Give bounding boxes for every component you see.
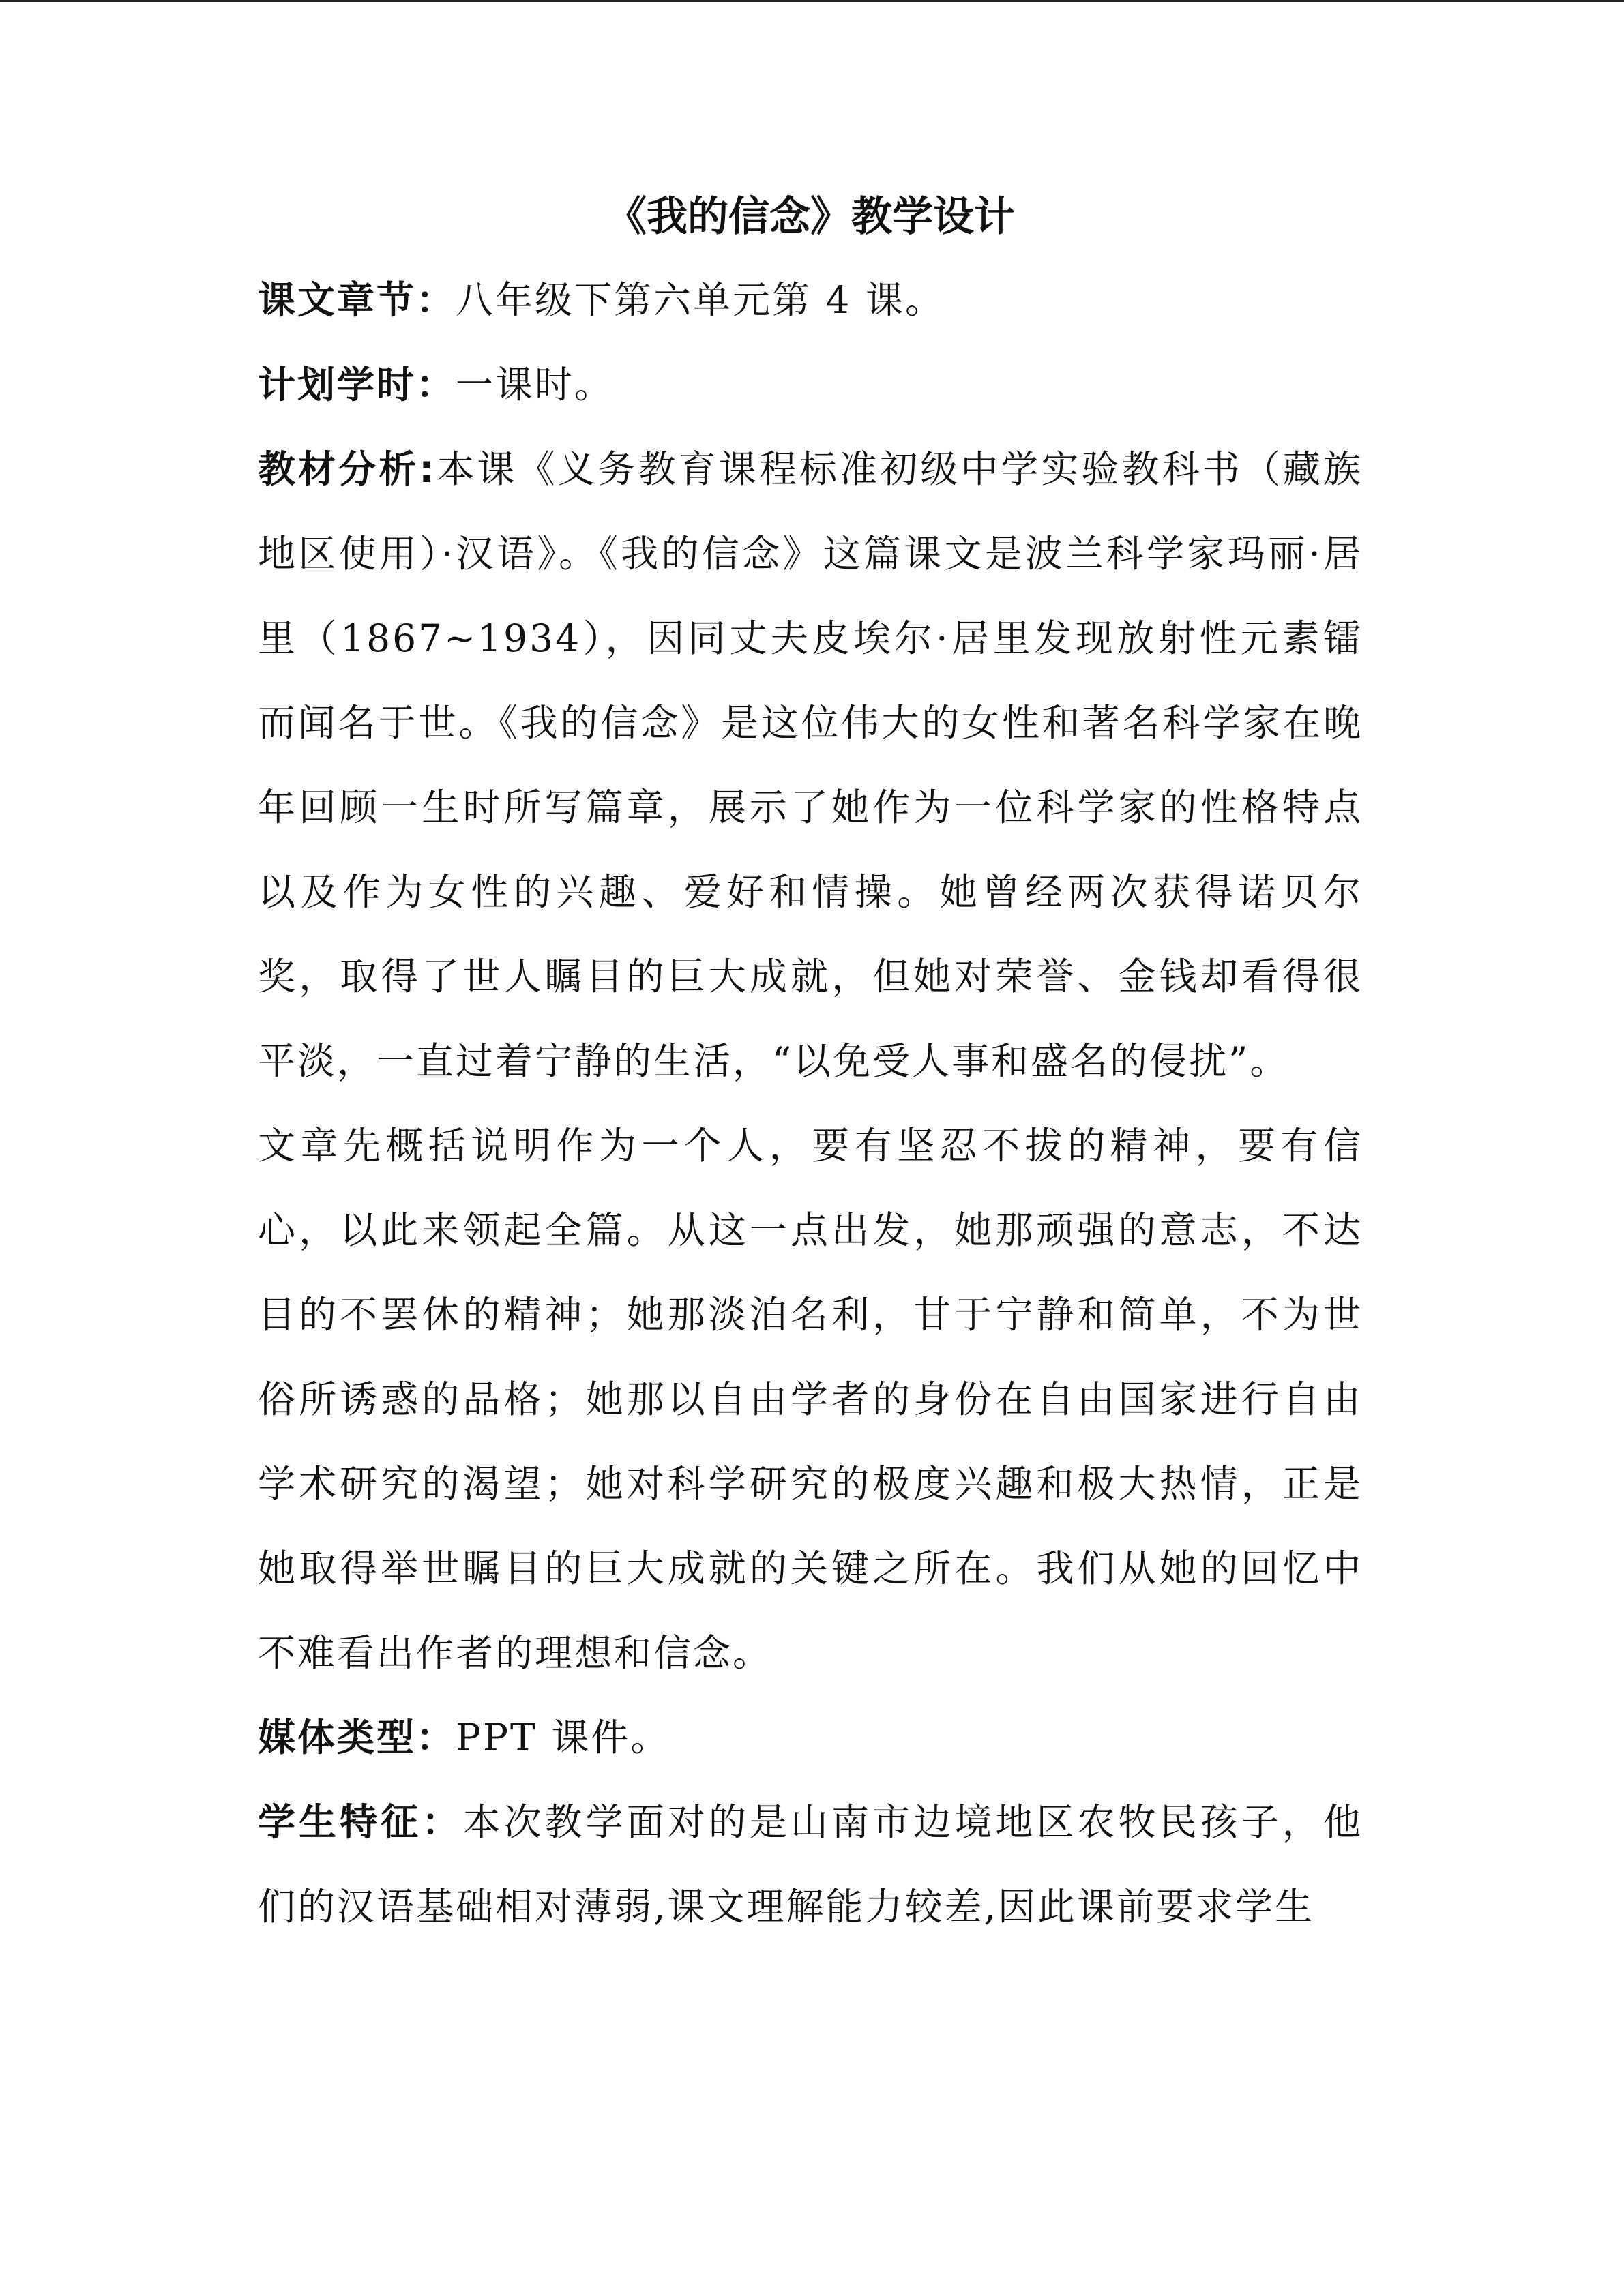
media-label: 媒体类型： bbox=[258, 1716, 456, 1759]
media-paragraph bbox=[258, 1695, 1363, 1780]
analysis-text: 本课《义务教育课程标准初级中学实验教科书（藏族地区使用）·汉语》。《我的信念》这篇课文是波兰科学家玛丽·居里（1867~1934），因同丈夫皮埃尔·居里发现放射性元素镭而闻名于世。《我的信念》是这位伟大的女性和著名科学家在晚年回顾一生时所写篇章，展示了她作为一位科学家的性格特点以及作为女性的兴趣、爱好和情操。她曾经两次获得诺贝尔奖，取得了世人瞩目的巨大成就，但她对荣誉、金钱却看得很平淡，一直过着宁静的生活，“以免受人事和盛名的侵扰”。 bbox=[258, 447, 1363, 1083]
analysis-continued-paragraph: 文章先概括说明作为一个人，要有坚忍不拔的精神，要有信心，以此来领起全篇。从这一点出发，她那顽强的意志，不达目的不罢休的精神；她那淡泊名利，甘于宁静和简单，不为世俗所诱惑的品格；她那以自由学者的身份在自由国家进行自由学术研究的渴望；她对科学研究的极度兴趣和极大热情，正是她取得举世瞩目的巨大成就的关键之所在。我们从她的回忆中不难看出作者的理想和信念。 bbox=[258, 1124, 1363, 1675]
chapter-paragraph bbox=[258, 258, 1363, 342]
page-title: 《我的信念》教学设计 bbox=[606, 193, 1015, 241]
document-body bbox=[258, 176, 1363, 1949]
chapter-text: 八年级下第六单元第 4 课。 bbox=[456, 278, 945, 322]
analysis-paragraph bbox=[258, 427, 1363, 1103]
chapter-label: 课文章节： bbox=[258, 278, 456, 322]
hours-paragraph bbox=[258, 342, 1363, 427]
hours-text: 一课时。 bbox=[456, 363, 615, 406]
analysis-label: 教材分析: bbox=[258, 447, 437, 491]
students-label: 学生特征： bbox=[258, 1800, 463, 1844]
media-text: PPT 课件。 bbox=[456, 1716, 670, 1759]
students-paragraph bbox=[258, 1780, 1363, 1949]
students-text: 本次教学面对的是山南市边境地区农牧民孩子，他们的汉语基础相对薄弱,课文理解能力较差,因此课前要求学生 bbox=[258, 1800, 1363, 1928]
hours-label: 计划学时： bbox=[258, 363, 456, 406]
